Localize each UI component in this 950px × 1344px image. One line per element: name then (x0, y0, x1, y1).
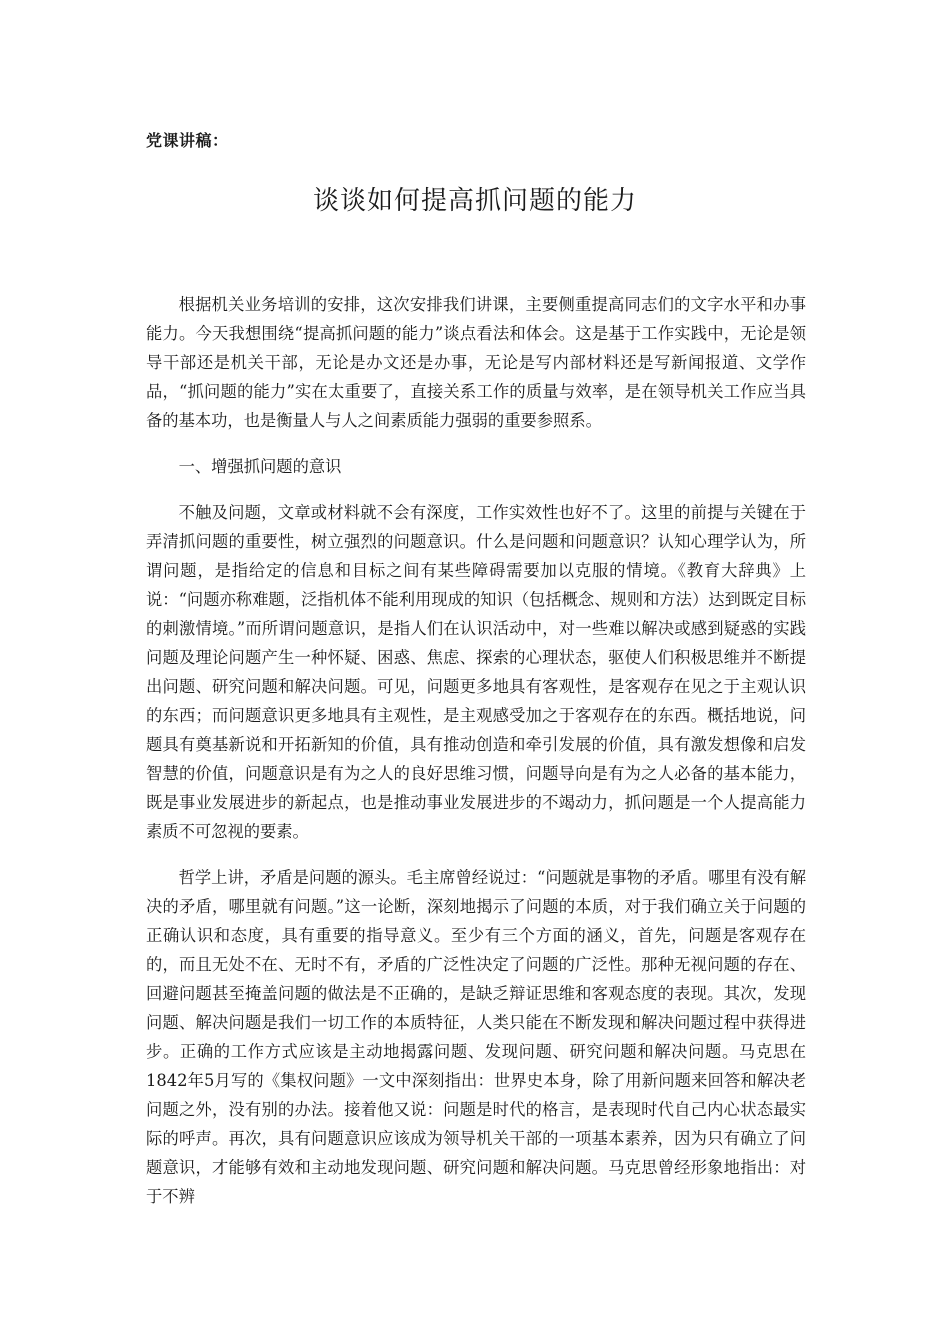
document-title: 谈谈如何提高抓问题的能力 (312, 186, 637, 216)
paragraph-contradiction: 哲学上讲，矛盾是问题的源头。毛主席曾经说过：“问题就是事物的矛盾。哪里有没有解决的矛盾，哪里就有问题。”这一论断，深刻地揭示了问题的本质，对于我们确立关于问题的正确认识和态度，具有重要的指导意义。至少有三个方面的涵义，首先，问题是客观存在的，而且无处不在、无时不有，矛盾的广泛性决定了问题的广泛性。那种无视问题的存在、回避问题甚至掩盖问题的做法是不正确的，是缺乏辩证思维和客观态度的表现。其次，发现问题、解决问题是我们一切工作的本质特征，人类只能在不断发现和解决问题过程中获得进步。正确的工作方式应该是主动地揭露问题、发现问题、研究问题和解决问题。马克思在1842年5月写的《集权问题》一文中深刻指出：世界史本身，除了用新问题来回答和解决老问题之外，没有别的办法。接着他又说：问题是时代的格言，是表现时代自己内心状态最实际的呼声。再次，具有问题意识应该成为领导机关干部的一项基本素养，因为只有确立了问题意识，才能够有效和主动地发现问题、研究问题和解决问题。马克思曾经形象地指出：对于不辨 (146, 868, 806, 1206)
document-label: 党课讲稿： (146, 131, 229, 150)
paragraph-intro: 根据机关业务培训的安排，这次安排我们讲课，主要侧重提高同志们的文字水平和办事能力。今天我想围绕“提高抓问题的能力”谈点看法和体会。这是基于工作实践中，无论是领导干部还是机关干部，无论是办文还是办事，无论是写内部材料还是写新闻报道、文学作品，“抓问题的能力”实在太重要了，直接关系工作的质量与效率，是在领导机关工作应当具备的基本功，也是衡量人与人之间素质能力强弱的重要参照系。 (146, 295, 806, 430)
paragraph-problem-awareness: 不触及问题，文章或材料就不会有深度，工作实效性也好不了。这里的前提与关键在于弄清抓问题的重要性，树立强烈的问题意识。什么是问题和问题意识？认知心理学认为，所谓问题，是指给定的信息和目标之间有某些障碍需要加以克服的情境。《教育大辞典》上说：“问题亦称难题，泛指机体不能利用现成的知识（包括概念、规则和方法）达到既定目标的刺激情境。”而所谓问题意识，是指人们在认识活动中，对一些难以解决或感到疑惑的实践问题及理论问题产生一种怀疑、困惑、焦虑、探索的心理状态，驱使人们积极思维并不断提出问题、研究问题和解决问题。可见，问题更多地具有客观性，是客观存在见之于主观认识的东西；而问题意识更多地具有主观性，是主观感受加之于客观存在的东西。概括地说，问题具有奠基新说和开拓新知的价值，具有推动创造和牵引发展的价值，具有激发想像和启发智慧的价值，问题意识是有为之人的良好思维习惯，问题导向是有为之人必备的基本能力，既是事业发展进步的新起点，也是推动事业发展进步的不竭动力，抓问题是一个人提高能力素质不可忽视的要素。 (146, 503, 806, 841)
document-body (146, 290, 806, 1211)
section-heading: 一、增强抓问题的意识 (178, 457, 342, 476)
